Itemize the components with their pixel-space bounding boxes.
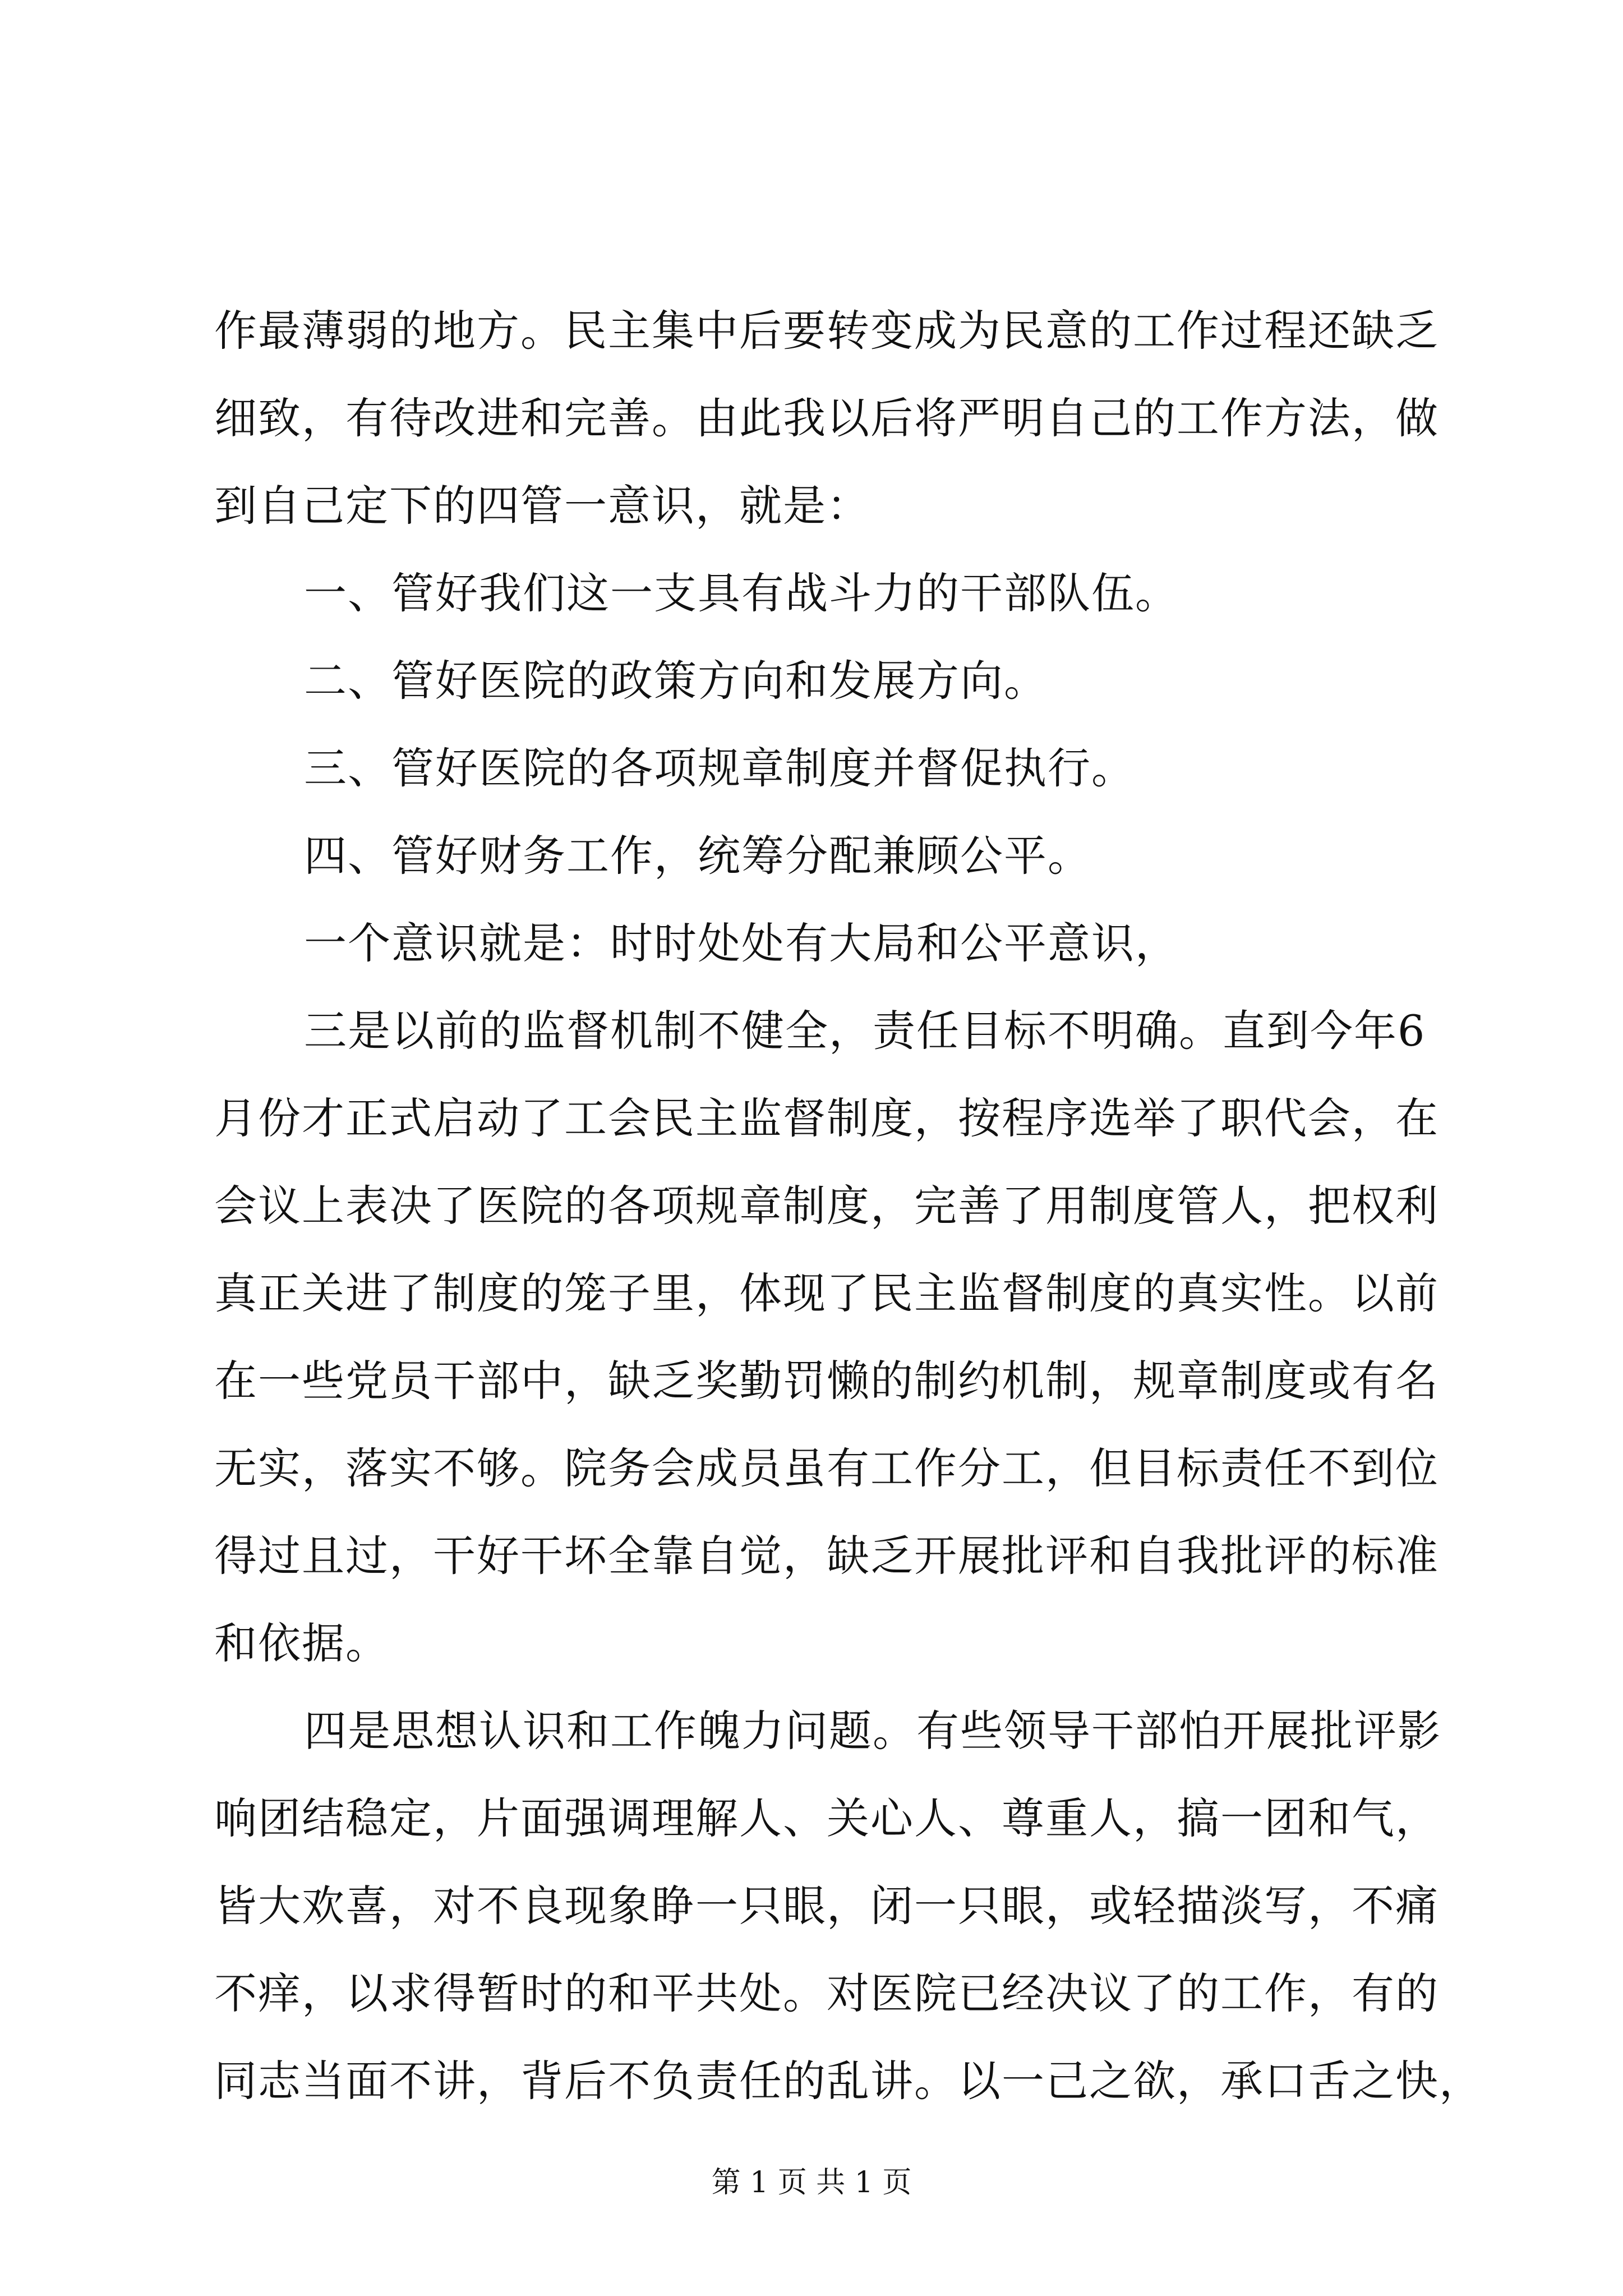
paragraph-three-start: 三是以前的监督机制不健全，责任目标不明确。直到今年6 — [304, 1006, 1426, 1056]
text-line-11: 会议上表决了医院的各项规章制度，完善了用制度管人，把权利 — [214, 1181, 1439, 1231]
paragraph-four-start: 四是思想认识和工作魄力问题。有些领导干部怕开展批评影 — [304, 1706, 1441, 1756]
text-line-19: 皆大欢喜，对不良现象睁一只眼，闭一只眼，或轻描淡写，不痛 — [214, 1881, 1439, 1931]
text-line-13: 在一些党员干部中，缺乏奖勤罚懒的制约机制，规章制度或有名 — [214, 1356, 1439, 1406]
text-line-2: 细致，有待改进和完善。由此我以后将严明自己的工作方法，做 — [214, 393, 1439, 443]
text-line-3: 到自己定下的四管一意识，就是： — [214, 481, 870, 531]
text-line-15: 得过且过，干好干坏全靠自觉，缺乏开展批评和自我批评的标准 — [214, 1531, 1439, 1581]
text-line-16: 和依据。 — [214, 1618, 389, 1668]
list-item-4: 四、管好财务工作，统筹分配兼顾公平。 — [304, 831, 1091, 881]
list-item-3: 三、管好医院的各项规章制度并督促执行。 — [304, 743, 1135, 793]
text-line-21: 同志当面不讲，背后不负责任的乱讲。以一己之欲，承口舌之快， — [214, 2056, 1483, 2106]
text-line-8: 一个意识就是：时时处处有大局和公平意识， — [304, 918, 1179, 968]
text-line-12: 真正关进了制度的笼子里，体现了民主监督制度的真实性。以前 — [214, 1268, 1439, 1318]
text-line-1: 作最薄弱的地方。民主集中后要转变成为民意的工作过程还缺乏 — [214, 306, 1439, 356]
page-footer: 第 1 页 共 1 页 — [711, 2166, 912, 2200]
text-line-14: 无实，落实不够。院务会成员虽有工作分工，但目标责任不到位 — [214, 1443, 1439, 1493]
list-item-1: 一、管好我们这一支具有战斗力的干部队伍。 — [304, 568, 1179, 618]
list-item-2: 二、管好医院的政策方向和发展方向。 — [304, 656, 1048, 706]
text-line-18: 响团结稳定，片面强调理解人、关心人、尊重人，搞一团和气， — [214, 1793, 1439, 1843]
text-line-10: 月份才正式启动了工会民主监督制度，按程序选举了职代会，在 — [214, 1093, 1439, 1143]
text-line-20: 不痒，以求得暂时的和平共处。对医院已经决议了的工作，有的 — [214, 1968, 1439, 2018]
